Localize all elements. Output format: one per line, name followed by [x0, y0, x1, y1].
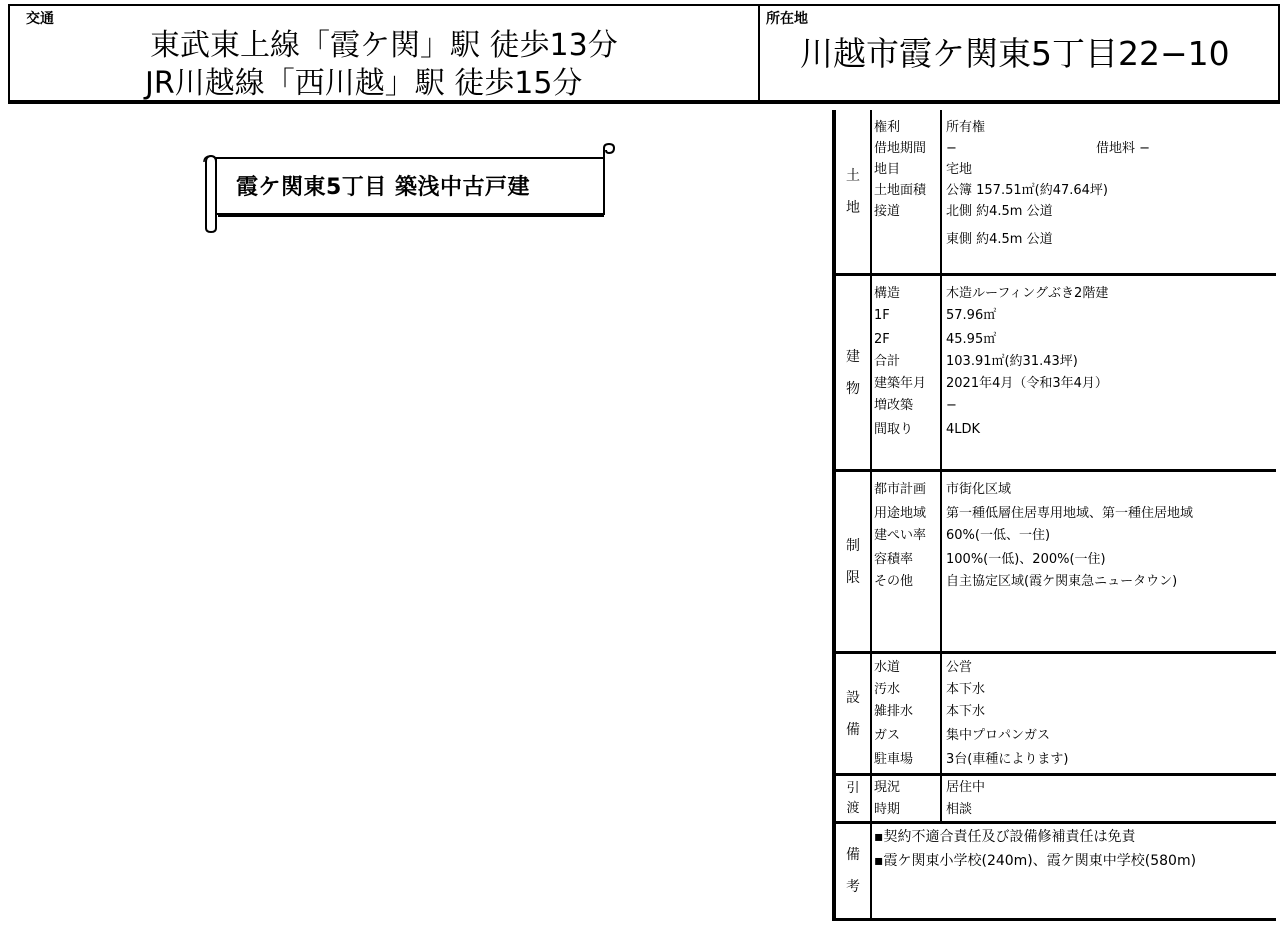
land-values	[942, 110, 1276, 273]
value-parking: 3台(車種によります)	[946, 752, 1069, 767]
handover-category-char-2: 渡	[846, 800, 860, 816]
label-1f: 1F	[874, 308, 890, 323]
handover-section	[836, 776, 1276, 824]
header	[8, 4, 1280, 104]
label-layout: 間取り	[874, 422, 914, 437]
value-coverage-ratio: 60%(一低、一住)	[946, 528, 1051, 543]
facilities-values	[942, 654, 1276, 773]
access-line-1: 東武東上線「霞ケ関」駅 徒歩13分	[150, 28, 618, 63]
label-current-status: 現況	[874, 780, 901, 795]
restrictions-values	[942, 472, 1276, 651]
building-section	[836, 276, 1276, 472]
value-drainage: 本下水	[946, 704, 986, 719]
restrictions-category	[836, 472, 872, 651]
value-lease-period-text: −	[946, 141, 957, 156]
label-water: 水道	[874, 660, 901, 675]
remarks-category-char-1: 備	[846, 847, 860, 863]
address-label: 所在地	[766, 11, 808, 27]
value-2f: 45.95㎡	[946, 332, 997, 347]
value-structure: 木造ルーフィングぶき2階建	[946, 286, 1109, 301]
value-handover-timing: 相談	[946, 802, 973, 817]
handover-values	[942, 776, 1276, 821]
label-drainage: 雑排水	[874, 704, 914, 719]
label-handover-timing: 時期	[874, 802, 901, 817]
label-other: その他	[874, 574, 914, 589]
value-water: 公営	[946, 660, 973, 675]
label-road-access: 接道	[874, 204, 901, 219]
remark-line-1: ▪契約不適合責任及び設備修補責任は免責	[874, 829, 1136, 845]
restrictions-labels	[872, 472, 942, 651]
label-city-planning: 都市計画	[874, 482, 927, 497]
access-line-2: JR川越線「西川越」駅 徒歩15分	[145, 66, 583, 101]
value-layout: 4LDK	[946, 422, 981, 437]
value-renovation: −	[946, 398, 957, 413]
remarks-section	[836, 824, 1276, 918]
building-values	[942, 276, 1276, 469]
property-title: 霞ケ関東5丁目 築浅中古戸建	[236, 175, 530, 200]
remark-line-2: ▪霞ケ関東小学校(240m)、霞ケ関東中学校(580m)	[874, 853, 1197, 869]
value-road-north: 北側 約4.5m 公道	[946, 204, 1053, 219]
label-renovation: 増改築	[874, 398, 914, 413]
facilities-category-char-2: 備	[846, 721, 860, 738]
land-category-char-2: 地	[846, 199, 860, 216]
value-rights: 所有権	[946, 120, 986, 135]
label-land-category: 地目	[874, 162, 901, 177]
value-lease-fee: 借地料 −	[1096, 141, 1151, 156]
value-sewage: 本下水	[946, 682, 986, 697]
label-parking: 駐車場	[874, 752, 914, 767]
label-gas: ガス	[874, 728, 901, 743]
access-label: 交通	[26, 11, 54, 27]
value-current-status: 居住中	[946, 780, 986, 795]
value-other: 自主協定区域(霞ケ関東急ニュータウン)	[946, 574, 1178, 589]
value-gas: 集中プロパンガス	[946, 728, 1051, 743]
label-zoning: 用途地域	[874, 506, 927, 521]
property-info-table	[832, 110, 1276, 921]
value-lease-period	[946, 139, 1274, 158]
label-land-area: 土地面積	[874, 183, 927, 198]
facilities-section	[836, 654, 1276, 776]
land-section	[836, 110, 1276, 276]
restrictions-category-char-1: 制	[846, 537, 860, 554]
label-built-date: 建築年月	[874, 376, 927, 391]
label-lease-period: 借地期間	[874, 141, 927, 156]
address-text: 川越市霞ケ関東5丁目22−10	[800, 34, 1230, 73]
land-category-char-1: 土	[846, 167, 860, 184]
value-zoning: 第一種低層住居専用地域、第一種住居地域	[946, 506, 1194, 521]
handover-category	[836, 776, 872, 821]
restrictions-category-char-2: 限	[846, 569, 860, 586]
remarks-category-char-2: 考	[846, 879, 860, 895]
building-labels	[872, 276, 942, 469]
label-floor-area-ratio: 容積率	[874, 552, 914, 567]
handover-labels	[872, 776, 942, 821]
label-2f: 2F	[874, 332, 890, 347]
building-category	[836, 276, 872, 469]
building-category-char-2: 物	[846, 380, 860, 397]
label-rights: 権利	[874, 120, 901, 135]
value-total: 103.91㎡(約31.43坪)	[946, 354, 1078, 369]
facilities-labels	[872, 654, 942, 773]
restrictions-section	[836, 472, 1276, 654]
value-land-area: 公簿 157.51㎡(約47.64坪)	[946, 183, 1108, 198]
building-category-char-1: 建	[846, 348, 860, 365]
access-panel	[10, 6, 760, 100]
value-city-planning: 市街化区域	[946, 482, 1012, 497]
land-labels	[872, 110, 942, 273]
handover-category-char-1: 引	[846, 780, 860, 796]
value-built-date: 2021年4月（令和3年4月）	[946, 376, 1108, 391]
value-floor-area-ratio: 100%(一低)、200%(一住)	[946, 552, 1106, 567]
facilities-category	[836, 654, 872, 773]
label-coverage-ratio: 建ぺい率	[874, 528, 927, 543]
label-total: 合計	[874, 354, 901, 369]
label-structure: 構造	[874, 286, 901, 301]
address-panel	[760, 6, 1278, 100]
facilities-category-char-1: 設	[846, 689, 860, 706]
value-road-east: 東側 約4.5m 公道	[946, 232, 1053, 247]
value-1f: 57.96㎡	[946, 308, 997, 323]
title-scroll	[200, 142, 618, 234]
remarks-notes	[872, 824, 1276, 918]
label-sewage: 汚水	[874, 682, 901, 697]
remarks-category	[836, 824, 872, 918]
value-land-category: 宅地	[946, 162, 973, 177]
land-category	[836, 110, 872, 273]
